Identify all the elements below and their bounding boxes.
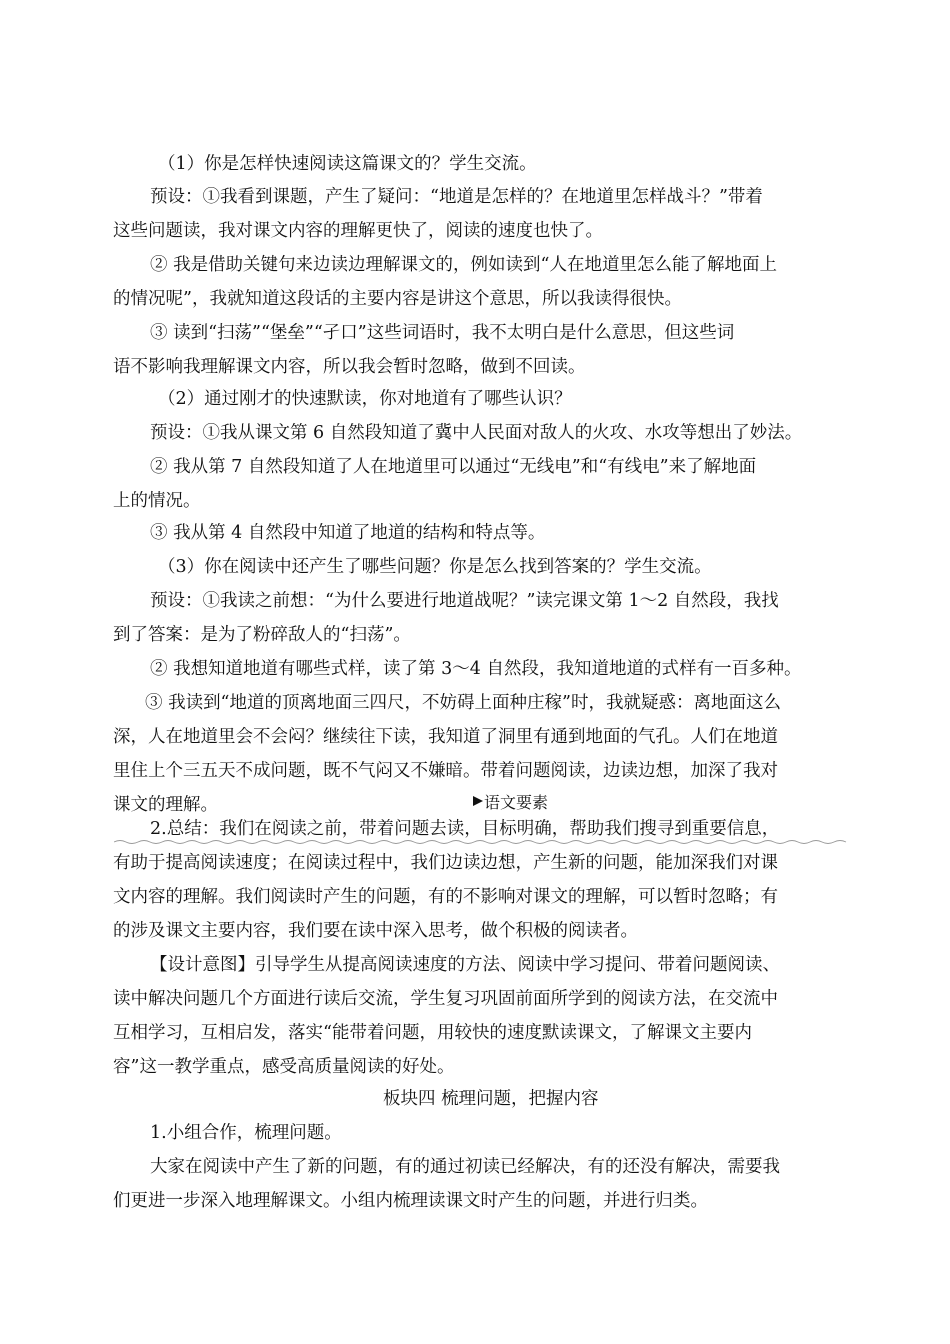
text-line: ③ 读到“扫荡”“堡垒”“孑口”这些词语时，我不太明白是什么意思，但这些词 <box>150 323 735 343</box>
text-line: 互相学习，互相启发，落实“能带着问题，用较快的速度默读课文，了解课文主要内 <box>113 1023 752 1043</box>
text-line: 1.小组合作，梳理问题。 <box>150 1123 342 1143</box>
text-line: 预设：①我从课文第 6 自然段知道了冀中人民面对敌人的火攻、水攻等想出了妙法。 <box>150 423 803 443</box>
text-line: 这些问题读，我对课文内容的理解更快了，阅读的速度也快了。 <box>113 221 603 241</box>
text-line: 深，人在地道里会不会闷？继续往下读，我知道了洞里有通到地面的气孔。人们在地道 <box>113 727 778 747</box>
text-line: （1）你是怎样快速阅读这篇课文的？学生交流。 <box>158 154 537 174</box>
text-line: 预设：①我读之前想：“为什么要进行地道战呢？”读完课文第 1～2 自然段，我找 <box>150 591 779 611</box>
text-line: 2.总结：我们在阅读之前，带着问题去读，目标明确，帮助我们搜寻到重要信息， <box>150 819 780 839</box>
text-line: 预设：①我看到课题，产生了疑问：“地道是怎样的？在地道里怎样战斗？”带着 <box>150 187 763 207</box>
text-line: 的情况呢”，我就知道这段话的主要内容是讲这个意思，所以我读得很快。 <box>113 289 682 309</box>
text-line: ② 我从第 7 自然段知道了人在地道里可以通过“无线电”和“有线电”来了解地面 <box>150 457 757 477</box>
text-line: 【设计意图】引导学生从提高阅读速度的方法、阅读中学习提问、带着问题阅读、 <box>150 955 780 975</box>
text-line: 文内容的理解。我们阅读时产生的问题，有的不影响对课文的理解，可以暂时忽略；有 <box>113 887 778 907</box>
text-line: （2）通过刚才的快速默读，你对地道有了哪些认识？ <box>158 389 572 409</box>
text-line: ③ 我从第 4 自然段中知道了地道的结构和特点等。 <box>150 523 546 543</box>
text-line: ③ 我读到“地道的顶离地面三四尺，不妨碍上面种庄稼”时，我就疑惑：离地面这么 <box>145 693 781 713</box>
text-line: 容”这一教学重点，感受高质量阅读的好处。 <box>113 1057 455 1077</box>
wavy-underline <box>114 818 854 868</box>
text-line: 读中解决问题几个方面进行读后交流，学生复习巩固前面所学到的阅读方法，在交流中 <box>113 989 778 1009</box>
text-line: 语不影响我理解课文内容，所以我会暂时忽略，做到不回读。 <box>113 357 586 377</box>
text-line: ② 我想知道地道有哪些式样，读了第 3～4 自然段，我知道地道的式样有一百多种。 <box>150 659 802 679</box>
section-heading: 板块四 梳理问题，把握内容 <box>383 1089 599 1109</box>
text-line: 们更进一步深入地理解课文。小组内梳理读课文时产生的问题，并进行归类。 <box>113 1191 708 1211</box>
annotation-label: 语文要素 <box>484 793 549 812</box>
text-line: ② 我是借助关键句来边读边理解课文的，例如读到“人在地道里怎么能了解地面上 <box>150 255 778 275</box>
text-line: 上的情况。 <box>113 491 201 511</box>
text-line: 的涉及课文主要内容，我们要在读中深入思考，做个积极的阅读者。 <box>113 921 638 941</box>
text-line: 里住上个三五天不成问题，既不气闷又不嫌暗。带着问题阅读，边读边想，加深了我对 <box>113 761 778 781</box>
text-line: 大家在阅读中产生了新的问题，有的通过初读已经解决，有的还没有解决，需要我 <box>150 1157 780 1177</box>
text-line: 课文的理解。 <box>113 795 218 815</box>
text-line: 有助于提高阅读速度；在阅读过程中，我们边读边想，产生新的问题，能加深我们对课 <box>113 853 778 873</box>
text-line: （3）你在阅读中还产生了哪些问题？你是怎么找到答案的？学生交流。 <box>158 557 712 577</box>
text-line: 到了答案：是为了粉碎敌人的“扫荡”。 <box>113 625 411 645</box>
